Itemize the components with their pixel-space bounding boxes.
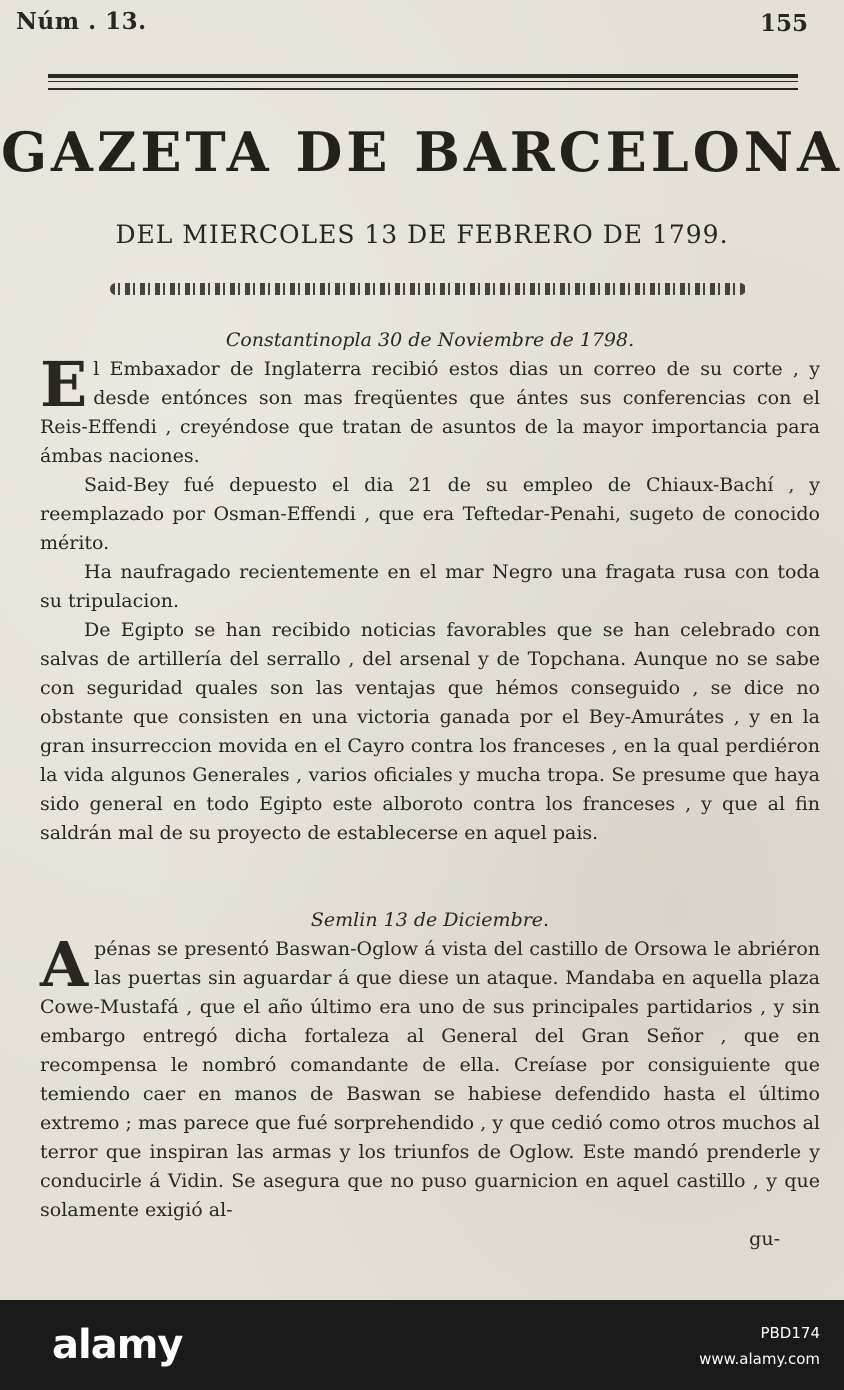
article-semlin [40, 906, 820, 1254]
paragraph [40, 928, 820, 1225]
ornament-divider [110, 283, 746, 295]
page-number: 155 [759, 10, 808, 37]
drop-cap: E [40, 348, 88, 421]
dateline: Constantinopla 30 de Noviembre de 1798. [225, 329, 635, 351]
alamy-logo: alamy [52, 1322, 183, 1368]
header-rule [48, 74, 798, 78]
paragraph: Ha naufragado recientemente en el mar Negro una fragata rusa con toda su tripulacion. [40, 561, 820, 612]
paragraph-text: pénas se presentó Baswan-Oglow á vista del castillo de Orsowa le abriéron las puertas sin aguardar á que diese un ataque. Mandaba en aquella plaza Cowe-Mustafá , que el año último era uno de sus principales partidarios , y sin embargo entregó dicha fortaleza al General del Gran Señor , que en recompensa le nombró comandante de ella. Creíase por consiguiente que temiendo caer en manos de Baswan se habiese defendido hasta el último extremo ; mas parece que fué sorprehendido , y que cedió como otros muchos al terror que inspiran las armas y los triunfos de Oglow. Este mandó prenderle y conducirle á Vidin. Se asegura que no puso guarnicion en aquel castillo , y que solamente exigió al- [40, 938, 820, 1221]
image-id: PBD174 [760, 1324, 820, 1342]
dateline: Semlin 13 de Diciembre. [310, 909, 550, 931]
paragraph: Said-Bey fué depuesto el dia 21 de su empleo de Chiaux-Bachí , y reemplazado por Osman-Effendi , que era Teftedar-Penahi, sugeto de conocido mérito. [40, 474, 820, 554]
drop-cap: A [40, 928, 89, 1001]
article-constantinopla [40, 326, 820, 848]
issue-number: Núm . 13. [16, 8, 147, 35]
masthead-title: GAZETA DE BARCELONA [0, 120, 844, 184]
header-rule-thin [48, 81, 798, 82]
header-rule-lower [48, 88, 798, 90]
paragraph [40, 348, 820, 471]
stock-footer [0, 1300, 844, 1390]
paragraph-text: l Embaxador de Inglaterra recibió estos dias un correo de su corte , y desde entónces son mas freqüentes que ántes sus conferencias con el Reis-Effendi , creyéndose que tratan de asuntos de la mayor importancia para ámbas naciones. [40, 358, 820, 467]
issue-date: DEL MIERCOLES 13 DE FEBRERO DE 1799. [115, 220, 729, 249]
paragraph: De Egipto se han recibido noticias favorables que se han celebrado con salvas de artillería del serrallo , del arsenal y de Topchana. Aunque no se sabe con seguridad quales son las ventajas que hémos conseguido , se dice no obstante que consisten en una victoria ganada por el Bey-Amurátes , y en la gran insurreccion movida en el Cayro contra los franceses , en la qual perdiéron la vida algunos Generales , varios oficiales y mucha tropa. Se presume que haya sido general en todo Egipto este alboroto contra los franceses , y que al fin saldrán mal de su proyecto de establecerse en aquel pais. [40, 619, 820, 844]
catchword: gu- [749, 1228, 780, 1250]
site-url: www.alamy.com [699, 1350, 820, 1368]
